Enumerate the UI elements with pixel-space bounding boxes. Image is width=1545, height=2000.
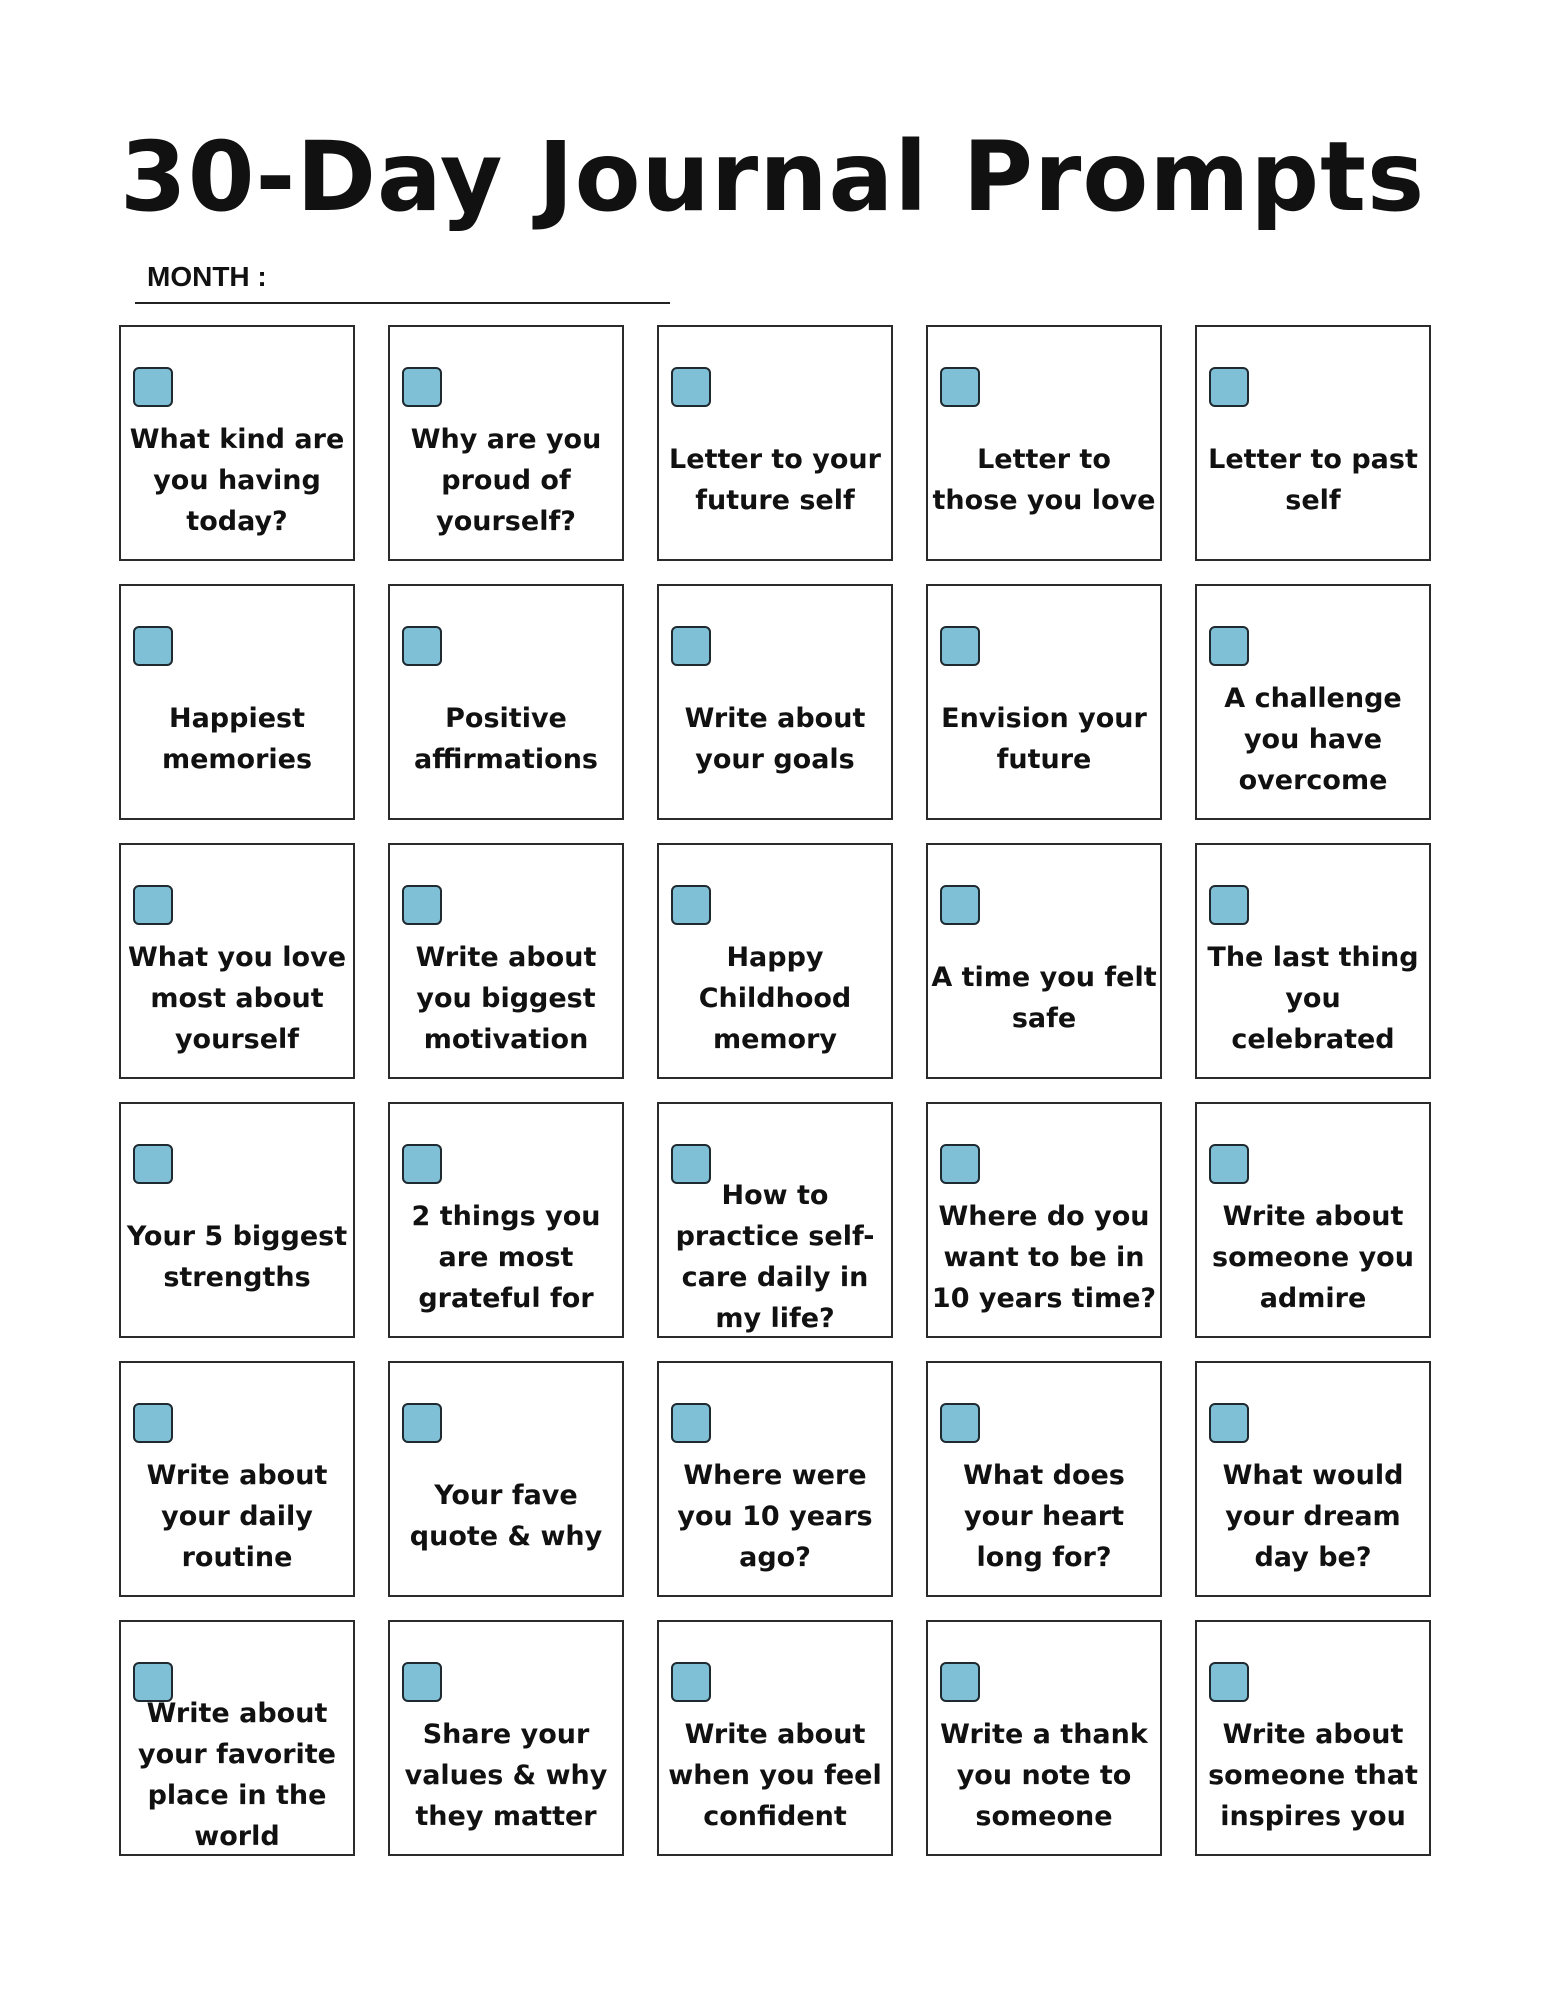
prompt-text: Write about someone you admire xyxy=(1212,1200,1414,1314)
prompt-card xyxy=(926,1102,1162,1338)
prompt-text: Where do you want to be in 10 years time? xyxy=(931,1200,1157,1314)
prompt-checkbox[interactable] xyxy=(1209,885,1249,925)
prompt-text: Letter to past self xyxy=(1208,444,1418,516)
prompt-checkbox[interactable] xyxy=(940,1144,980,1184)
prompt-card xyxy=(657,843,893,1079)
prompt-card xyxy=(1195,843,1431,1079)
prompt-card xyxy=(1195,1620,1431,1856)
prompt-checkbox[interactable] xyxy=(402,885,442,925)
prompt-card xyxy=(926,1620,1162,1856)
prompt-text: Write about you biggest motivation xyxy=(415,941,597,1055)
prompt-text-box xyxy=(392,1441,620,1591)
prompt-checkbox[interactable] xyxy=(402,626,442,666)
prompt-text-box xyxy=(123,923,351,1073)
prompt-text: What does your heart long for? xyxy=(963,1459,1125,1573)
month-label: MONTH : xyxy=(147,261,267,292)
prompt-text: Where were you 10 years ago? xyxy=(677,1459,873,1573)
prompt-checkbox[interactable] xyxy=(940,626,980,666)
prompt-checkbox[interactable] xyxy=(133,367,173,407)
prompt-text-box xyxy=(1199,405,1427,555)
prompt-checkbox[interactable] xyxy=(402,367,442,407)
prompt-card xyxy=(119,1102,355,1338)
prompt-text: Write about your goals xyxy=(684,703,866,775)
prompt-text: Why are you proud of yourself? xyxy=(410,423,602,537)
prompt-card xyxy=(119,325,355,561)
prompt-card xyxy=(657,1102,893,1338)
prompt-text-box xyxy=(123,1441,351,1591)
prompt-checkbox[interactable] xyxy=(940,885,980,925)
prompt-text: A time you felt safe xyxy=(931,962,1157,1034)
prompt-checkbox[interactable] xyxy=(671,885,711,925)
prompt-card xyxy=(657,584,893,820)
prompt-checkbox[interactable] xyxy=(133,1403,173,1443)
prompt-card xyxy=(657,1361,893,1597)
prompt-card xyxy=(1195,325,1431,561)
prompt-text: Write about someone that inspires you xyxy=(1208,1718,1418,1832)
prompt-text: The last thing you celebrated xyxy=(1207,941,1419,1055)
prompt-text: Letter to those you love xyxy=(932,444,1156,516)
prompt-text-box xyxy=(930,923,1158,1073)
prompt-checkbox[interactable] xyxy=(133,626,173,666)
prompt-text: Write about when you feel confident xyxy=(668,1718,882,1832)
prompt-text: Write a thank you note to someone xyxy=(940,1718,1148,1832)
prompt-checkbox[interactable] xyxy=(671,626,711,666)
prompt-checkbox[interactable] xyxy=(1209,1144,1249,1184)
prompt-checkbox[interactable] xyxy=(402,1403,442,1443)
prompt-card xyxy=(119,1620,355,1856)
prompt-text-box xyxy=(661,1700,889,1850)
prompt-checkbox[interactable] xyxy=(133,885,173,925)
prompt-card xyxy=(119,584,355,820)
prompt-card xyxy=(926,325,1162,561)
prompt-checkbox[interactable] xyxy=(940,367,980,407)
prompt-checkbox[interactable] xyxy=(1209,1662,1249,1702)
prompt-text: 2 things you are most grateful for xyxy=(411,1200,601,1314)
prompt-text: Letter to your future self xyxy=(669,444,881,516)
prompt-card xyxy=(388,325,624,561)
prompt-text: Write about your favorite place in the world xyxy=(138,1698,336,1852)
prompt-text-box xyxy=(930,1182,1158,1332)
prompt-text: What kind are you having today? xyxy=(129,423,345,537)
prompt-text: What you love most about yourself xyxy=(127,941,347,1055)
prompt-text-box xyxy=(392,405,620,555)
prompt-text: Positive affirmations xyxy=(413,703,598,775)
prompt-text: What would your dream day be? xyxy=(1222,1459,1404,1573)
prompt-text-box xyxy=(1199,1700,1427,1850)
prompt-card xyxy=(119,843,355,1079)
prompt-text-box xyxy=(123,1182,351,1332)
prompt-checkbox[interactable] xyxy=(133,1144,173,1184)
prompt-checkbox[interactable] xyxy=(1209,626,1249,666)
prompt-text-box xyxy=(1199,923,1427,1073)
prompt-card xyxy=(926,584,1162,820)
prompt-checkbox[interactable] xyxy=(402,1144,442,1184)
prompt-text-box xyxy=(661,1182,889,1332)
prompt-text-box xyxy=(661,1441,889,1591)
prompt-text: Happy Childhood memory xyxy=(698,941,852,1055)
prompt-card xyxy=(388,1361,624,1597)
page-title: 30-Day Journal Prompts xyxy=(119,121,1426,233)
prompt-text-box xyxy=(392,1182,620,1332)
prompt-text-box xyxy=(392,923,620,1073)
prompt-text: Write about your daily routine xyxy=(146,1459,328,1573)
prompt-text: Your fave quote & why xyxy=(409,1480,603,1552)
prompt-card xyxy=(657,1620,893,1856)
prompt-text-box xyxy=(123,405,351,555)
prompt-text: Envision your future xyxy=(941,703,1147,775)
prompt-card xyxy=(657,325,893,561)
prompt-text-box xyxy=(930,664,1158,814)
prompt-card xyxy=(388,1620,624,1856)
prompt-checkbox[interactable] xyxy=(402,1662,442,1702)
prompt-checkbox[interactable] xyxy=(940,1662,980,1702)
prompt-card xyxy=(926,1361,1162,1597)
prompt-text-box xyxy=(392,664,620,814)
prompt-card xyxy=(119,1361,355,1597)
prompt-text-box xyxy=(930,1441,1158,1591)
prompt-card xyxy=(388,843,624,1079)
prompt-card xyxy=(926,843,1162,1079)
prompt-text-box xyxy=(1199,1182,1427,1332)
prompt-card xyxy=(1195,1102,1431,1338)
prompt-checkbox[interactable] xyxy=(671,1403,711,1443)
prompt-card xyxy=(388,584,624,820)
prompt-checkbox[interactable] xyxy=(940,1403,980,1443)
prompt-text: How to practice self-care daily in my life? xyxy=(675,1180,875,1334)
prompt-text-box xyxy=(392,1700,620,1850)
prompt-text: Your 5 biggest strengths xyxy=(126,1221,348,1293)
prompt-card xyxy=(388,1102,624,1338)
prompt-text-box xyxy=(661,664,889,814)
prompt-text-box xyxy=(1199,664,1427,814)
prompt-text-box xyxy=(930,1700,1158,1850)
prompt-card xyxy=(1195,1361,1431,1597)
prompt-card xyxy=(1195,584,1431,820)
prompt-checkbox[interactable] xyxy=(671,367,711,407)
prompt-text-box xyxy=(661,405,889,555)
prompt-text-box xyxy=(930,405,1158,555)
prompt-text-box xyxy=(1199,1441,1427,1591)
prompt-text: A challenge you have overcome xyxy=(1224,682,1402,796)
prompt-checkbox[interactable] xyxy=(1209,1403,1249,1443)
prompt-text-box xyxy=(123,664,351,814)
prompt-checkbox[interactable] xyxy=(1209,367,1249,407)
prompt-checkbox[interactable] xyxy=(671,1662,711,1702)
prompt-text: Happiest memories xyxy=(161,703,313,775)
prompt-text: Share your values & why they matter xyxy=(404,1718,608,1832)
prompt-text-box xyxy=(661,923,889,1073)
prompt-text-box xyxy=(123,1700,351,1850)
